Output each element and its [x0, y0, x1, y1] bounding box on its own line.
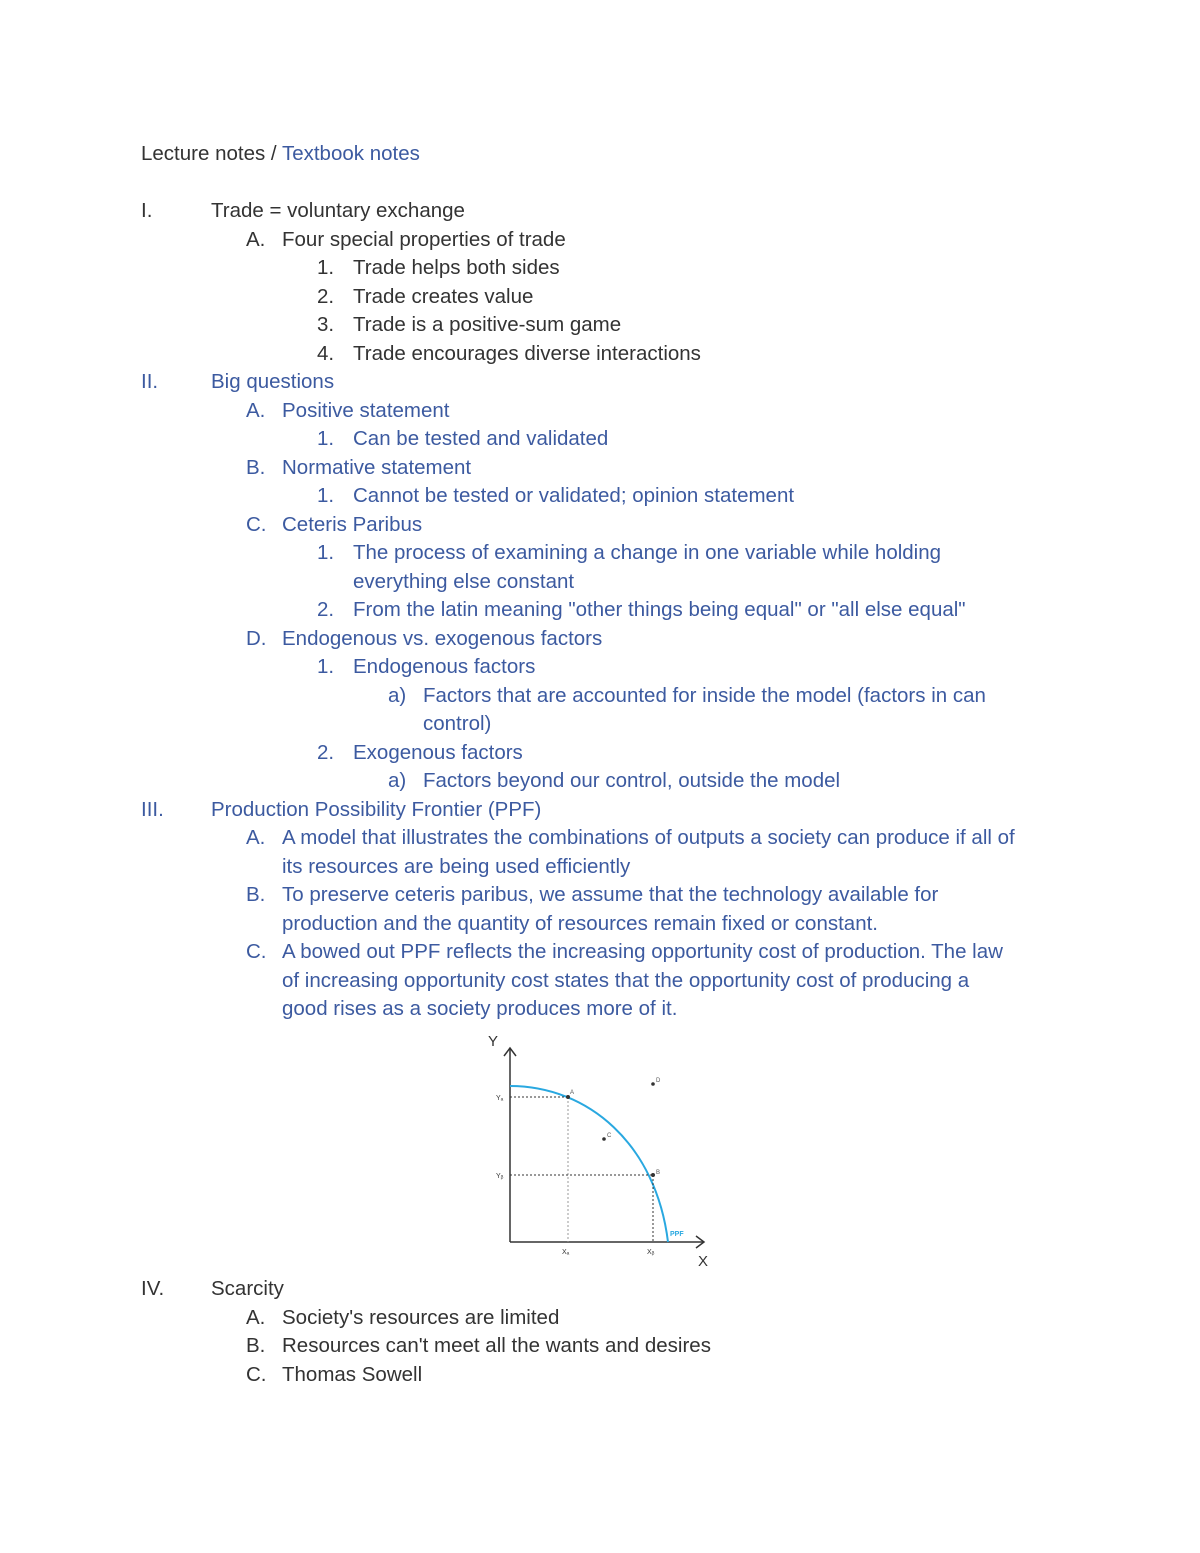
outline-item-text: Production Possibility Frontier (PPF)	[211, 797, 542, 821]
label-ya: Yₐ	[496, 1095, 504, 1102]
outline-item-text: Trade is a positive-sum game	[353, 313, 622, 336]
outline-item-marker: 1.	[317, 427, 335, 450]
outline-item-text: Exogenous factors	[353, 740, 523, 764]
outline-item-marker: 4.	[317, 341, 335, 365]
outline-item-text: good rises as a society produces more of it.	[282, 997, 678, 1020]
outline-item-text: Endogenous factors	[353, 655, 536, 678]
label-c: C	[607, 1133, 612, 1139]
outline-item-marker: C.	[246, 1362, 267, 1386]
label-yb: Yᵦ	[496, 1173, 504, 1180]
outline-item-text: its resources are being used efficiently	[282, 854, 631, 878]
outline-item-marker: II.	[141, 370, 159, 393]
outline-item-marker: 2.	[317, 284, 335, 308]
outline-item-text: everything else constant	[353, 569, 575, 593]
outline-item-text: Thomas Sowell	[282, 1362, 423, 1386]
ppf-curve-label: PPF	[670, 1231, 684, 1238]
ppf-curve	[510, 1086, 668, 1242]
lecture-notes-label: Lecture notes /	[141, 142, 277, 165]
outline-item-text: Trade helps both sides	[353, 256, 560, 279]
outline-item-text: A model that illustrates the combinations of outputs a society can produce if all of	[282, 826, 1015, 849]
outline-item-marker: B.	[246, 455, 266, 479]
outline-item-text: Ceteris Paribus	[282, 512, 423, 536]
outline-item-marker: a)	[388, 769, 407, 792]
outline-item-marker: 3.	[317, 313, 335, 336]
header-line	[141, 140, 420, 168]
outline-item-marker: C.	[246, 940, 267, 963]
outline-item-text: Positive statement	[282, 398, 450, 422]
outline-item-marker: D.	[246, 626, 267, 650]
outline-item-text: control)	[423, 712, 492, 735]
outline-item-marker: 1.	[317, 541, 335, 564]
outline-item-marker: III.	[141, 797, 164, 821]
outline-item-marker: A.	[246, 826, 266, 849]
outline-item-text: Trade encourages diverse interactions	[353, 341, 701, 365]
outline-item-text: Factors beyond our control, outside the model	[423, 769, 841, 792]
outline-item-text: Can be tested and validated	[353, 427, 609, 450]
label-d: D	[656, 1078, 661, 1084]
label-a: A	[570, 1090, 575, 1096]
outline-item-text: Trade creates value	[353, 284, 534, 308]
outline-item-text: Normative statement	[282, 455, 472, 479]
outline-item-marker: 1.	[317, 655, 335, 678]
outline-item-marker: C.	[246, 512, 267, 536]
point-b	[651, 1173, 655, 1177]
outline-item-text: Endogenous vs. exogenous factors	[282, 626, 603, 650]
outline-item-marker: A.	[246, 227, 266, 251]
outline-item-text: Big questions	[211, 370, 335, 393]
label-xb: Xᵦ	[647, 1249, 655, 1256]
outline-item-text: Cannot be tested or validated; opinion statement	[353, 484, 795, 507]
point-c	[602, 1137, 606, 1141]
outline-item-text: Scarcity	[211, 1277, 284, 1300]
outline-item-marker: A.	[246, 1305, 266, 1329]
outline-item-marker: a)	[388, 683, 407, 707]
outline-item-marker: A.	[246, 398, 266, 422]
outline-item-marker: 1.	[317, 484, 335, 507]
outline-item-text: Resources can't meet all the wants and desires	[282, 1334, 711, 1357]
outline-item-text: From the latin meaning "other things being equal" or "all else equal"	[353, 598, 966, 621]
outline-item-marker: 1.	[317, 256, 335, 279]
outline-item-marker: IV.	[141, 1277, 165, 1300]
outline-item-marker: 2.	[317, 740, 335, 764]
label-b: B	[656, 1170, 661, 1176]
outline-item-text: Four special properties of trade	[282, 227, 566, 251]
outline-item-marker: B.	[246, 1334, 266, 1357]
outline-item-text: To preserve ceteris paribus, we assume that the technology available for	[282, 883, 939, 906]
outline-item-text: of increasing opportunity cost states that the opportunity cost of producing a	[282, 968, 970, 992]
point-d	[651, 1082, 655, 1086]
y-axis-label: Y	[488, 1033, 499, 1050]
outline-item-text: Society's resources are limited	[282, 1305, 560, 1329]
x-axis-label: X	[698, 1253, 709, 1270]
outline-item-marker: 2.	[317, 598, 335, 621]
ppf-diagram	[478, 1024, 718, 1274]
textbook-notes-label: Textbook notes	[281, 142, 420, 165]
outline-item-text: A bowed out PPF reflects the increasing opportunity cost of production. The law	[282, 940, 1003, 963]
outline-item-marker: I.	[141, 199, 153, 222]
outline-item-text: production and the quantity of resources remain fixed or constant.	[282, 911, 878, 935]
outline-item-text: Trade = voluntary exchange	[211, 199, 465, 222]
outline-item-text: The process of examining a change in one variable while holding	[353, 541, 942, 564]
outline-item-marker: B.	[246, 883, 266, 906]
label-xa: Xₐ	[562, 1249, 570, 1256]
outline-item-text: Factors that are accounted for inside the model (factors in can	[423, 683, 986, 707]
